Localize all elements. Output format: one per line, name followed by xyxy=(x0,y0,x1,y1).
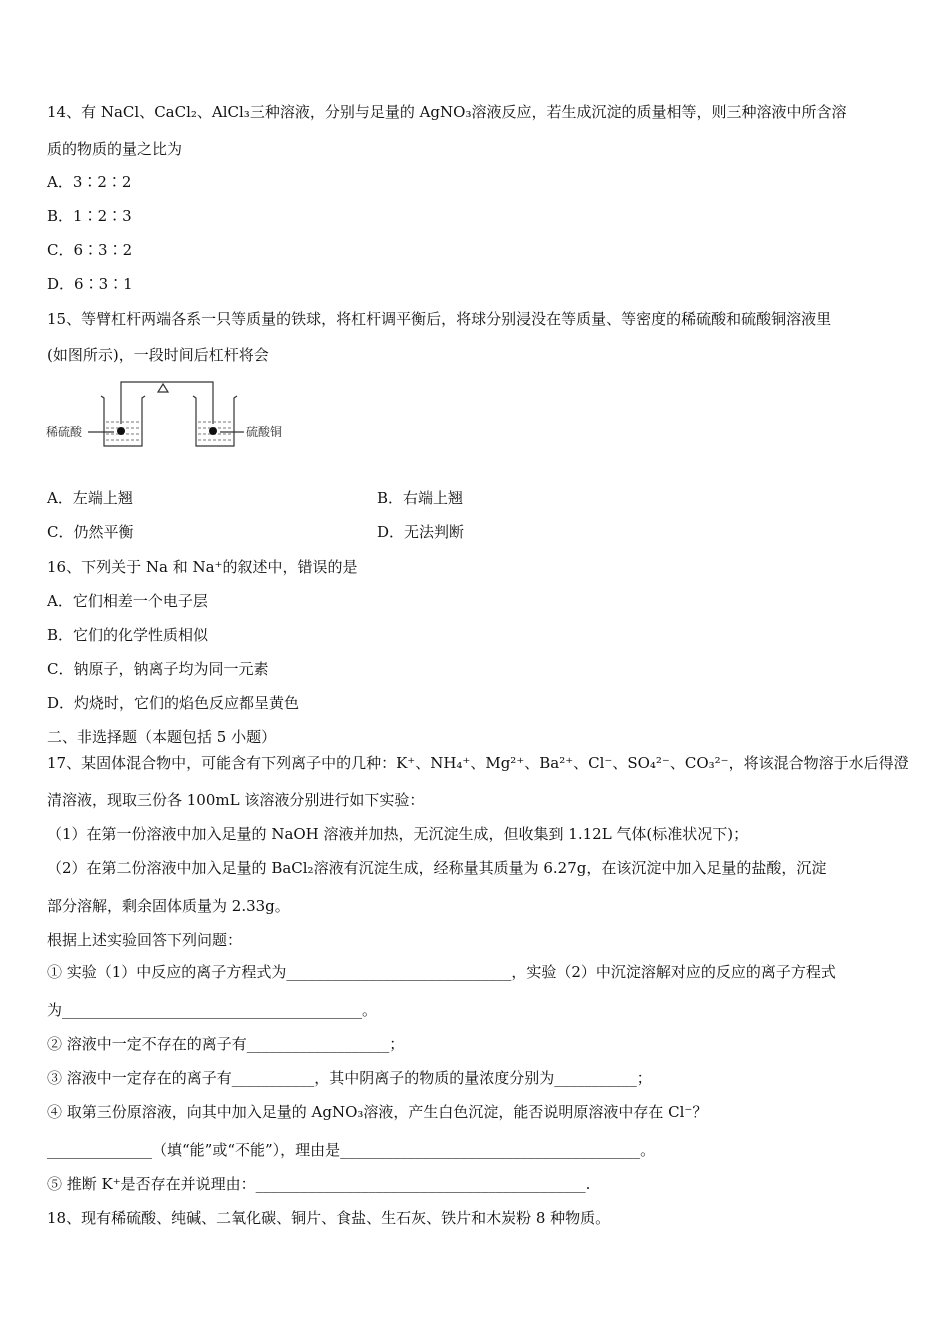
q17-sub-1: ① 实验（1）中反应的离子方程式为______________________________，实验（2）中沉淀溶解对应的反应的离子方程式 xyxy=(47,963,836,981)
q17-sub-4: ④ 取第三份原溶液，向其中加入足量的 AgNO₃溶液，产生白色沉淀，能否说明原溶液中存在 Cl⁻？ xyxy=(47,1103,708,1121)
q18-stem: 18、现有稀硫酸、纯碱、二氧化碳、铜片、食盐、生石灰、铁片和木炭粉 8 种物质。 xyxy=(47,1209,611,1227)
iron-ball-right xyxy=(209,427,217,435)
q17-ask: 根据上述实验回答下列问题： xyxy=(47,931,243,949)
q15-option-b: B．右端上翘 xyxy=(377,489,464,507)
section-heading: 二、非选择题（本题包括 5 小题） xyxy=(47,728,277,746)
q16-option-a: A．它们相差一个电子层 xyxy=(47,592,208,610)
q15-option-d: D．无法判断 xyxy=(377,523,465,541)
q16-option-b: B．它们的化学性质相似 xyxy=(47,626,209,644)
q14-option-a: A．3∶2∶2 xyxy=(47,173,132,191)
q17-sub-2: ② 溶液中一定不存在的离子有___________________； xyxy=(47,1035,405,1053)
q17-stem: 17、某固体混合物中，可能含有下列离子中的几种：K⁺、NH₄⁺、Mg²⁺、Ba²⁺、Cl⁻、SO₄²⁻、CO₃²⁻，将该混合物溶于水后得澄 xyxy=(47,754,909,772)
q14-option-c: C．6∶3∶2 xyxy=(47,241,133,259)
right-beaker xyxy=(193,396,237,446)
q17-sub-1-cont: 为________________________________________。 xyxy=(47,1001,378,1019)
q16-stem: 16、下列关于 Na 和 Na⁺的叙述中，错误的是 xyxy=(47,558,358,576)
left-beaker xyxy=(101,396,145,446)
q14-option-b: B．1∶2∶3 xyxy=(47,207,132,225)
q14-option-d: D．6∶3∶1 xyxy=(47,275,133,293)
q17-experiment-1: （1）在第一份溶液中加入足量的 NaOH 溶液并加热，无沉淀生成，但收集到 1.12L 气体(标准状况下)； xyxy=(47,825,749,843)
lever-beaker-figure xyxy=(44,376,294,456)
q14-stem: 14、有 NaCl、CaCl₂、AlCl₃三种溶液，分别与足量的 AgNO₃溶液反应，若生成沉淀的质量相等，则三种溶液中所含溶 xyxy=(47,103,847,121)
q17-stem-cont: 清溶液，现取三份各 100mL 该溶液分别进行如下实验： xyxy=(47,791,425,809)
q17-sub-4-cont: ______________（填“能”或“不能”），理由是________________________________________。 xyxy=(47,1141,656,1159)
label-copper-sulfate: 硫酸铜 xyxy=(246,425,283,439)
q14-stem-cont: 质的物质的量之比为 xyxy=(47,140,183,158)
label-dilute-sulfuric-acid: 稀硫酸 xyxy=(46,425,83,439)
fulcrum-icon xyxy=(158,384,168,392)
q17-sub-5: ⑤ 推断 K⁺是否存在并说理由：____________________________________________. xyxy=(47,1175,591,1193)
q17-experiment-2: （2）在第二份溶液中加入足量的 BaCl₂溶液有沉淀生成，经称量其质量为 6.27g，在该沉淀中加入足量的盐酸，沉淀 xyxy=(47,859,827,877)
q17-experiment-2-cont: 部分溶解，剩余固体质量为 2.33g。 xyxy=(47,897,290,915)
q15-option-a: A．左端上翘 xyxy=(47,489,133,507)
q16-option-d: D．灼烧时，它们的焰色反应都呈黄色 xyxy=(47,694,300,712)
q17-sub-3: ③ 溶液中一定存在的离子有___________，其中阴离子的物质的量浓度分别为___________； xyxy=(47,1069,652,1087)
q15-stem-cont: (如图所示)，一段时间后杠杆将会 xyxy=(47,346,269,364)
q15-stem: 15、等臂杠杆两端各系一只等质量的铁球，将杠杆调平衡后，将球分别浸没在等质量、等密度的稀硫酸和硫酸铜溶液里 xyxy=(47,310,832,328)
iron-ball-left xyxy=(117,427,125,435)
q16-option-c: C．钠原子，钠离子均为同一元素 xyxy=(47,660,269,678)
q15-option-c: C．仍然平衡 xyxy=(47,523,134,541)
